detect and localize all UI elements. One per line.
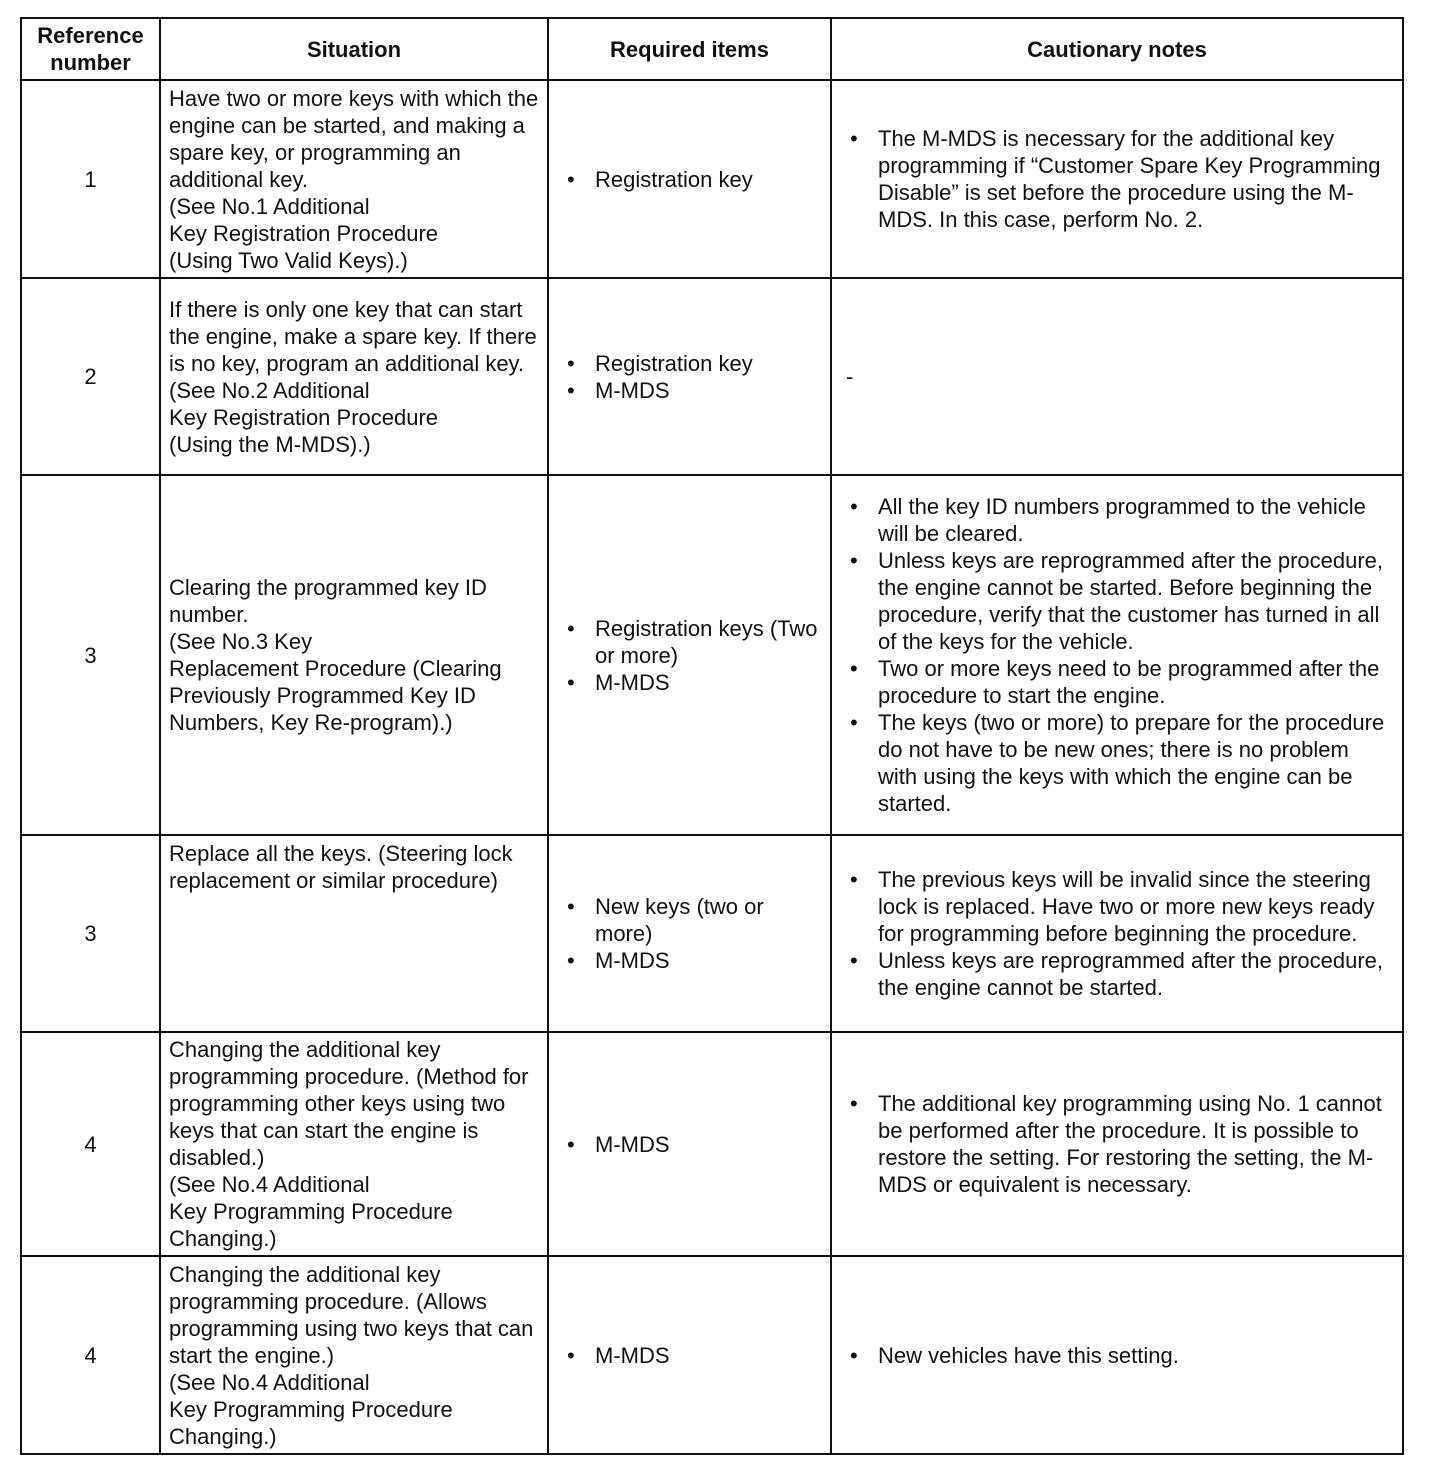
cautionary-notes-list xyxy=(846,125,1394,233)
required-items xyxy=(548,80,831,278)
list-item: • The additional key programming using No. 1 cannot be performed after the procedure. It is possible to restore the setting. For restoring the setting, the M-MDS or equivalent is necessary. xyxy=(846,1090,1394,1198)
list-item: • The M-MDS is necessary for the additional key programming if “Customer Spare Key Programming Disable” is set before the procedure using the M-MDS. In this case, perform No. 2. xyxy=(846,125,1394,233)
required-items xyxy=(548,1256,831,1454)
list-item: • New keys (two or more) xyxy=(563,893,824,947)
cautionary-notes-list xyxy=(846,866,1394,1001)
reference-number: 4 xyxy=(21,1032,160,1256)
situation-text xyxy=(160,278,548,475)
situation-text xyxy=(160,1032,548,1256)
reference-number: 3 xyxy=(21,475,160,835)
situation-content: Changing the additional key programming procedure. (Method for programming other keys using two keys that can start the engine is disabled.) (See No.4 Additional Key Programming Procedure Changing.) xyxy=(169,1037,529,1251)
situation-content: Clearing the programmed key ID number. (See No.3 Key Replacement Procedure (Clearing Previously Programmed Key ID Numbers, Key Re-program).) xyxy=(169,575,502,735)
situation-content: Replace all the keys. (Steering lock replacement or similar procedure) xyxy=(169,841,513,893)
list-item: • The previous keys will be invalid since the steering lock is replaced. Have two or more new keys ready for programming before beginning the procedure. xyxy=(846,866,1394,947)
cautionary-notes-list xyxy=(846,1342,1394,1369)
header-reference-number: Reference number xyxy=(21,18,160,80)
list-item: • Two or more keys need to be programmed after the procedure to start the engine. xyxy=(846,655,1394,709)
header-required-items: Required items xyxy=(548,18,831,80)
cautionary-notes-list xyxy=(846,493,1394,817)
list-item: • Registration keys (Two or more) xyxy=(563,615,824,669)
list-item: • M-MDS xyxy=(563,947,824,974)
table-row xyxy=(21,475,1403,835)
required-items xyxy=(548,278,831,475)
table-row xyxy=(21,1256,1403,1454)
situation-content: Have two or more keys with which the engine can be started, and making a spare key, or programming an additional key. (See No.1 Additional Key Registration Procedure (Using Two Valid Keys).) xyxy=(169,85,539,273)
list-item: • New vehicles have this setting. xyxy=(846,1342,1394,1369)
table-row xyxy=(21,80,1403,278)
key-programming-table xyxy=(20,17,1404,1455)
required-items-list xyxy=(563,350,824,404)
cautionary-notes-list xyxy=(846,1090,1394,1198)
cautionary-notes xyxy=(831,835,1403,1032)
list-item: • Unless keys are reprogrammed after the procedure, the engine cannot be started. xyxy=(846,947,1394,1001)
required-items xyxy=(548,835,831,1032)
list-item: • Unless keys are reprogrammed after the procedure, the engine cannot be started. Before beginning the procedure, verify that the customer has turned in all of the keys for the vehicle. xyxy=(846,547,1394,655)
required-items-list xyxy=(563,1342,824,1369)
list-item: • Registration key xyxy=(563,166,824,193)
reference-number: 2 xyxy=(21,278,160,475)
list-item: • M-MDS xyxy=(563,1131,824,1158)
situation-text xyxy=(160,475,548,835)
list-item: • M-MDS xyxy=(563,669,824,696)
cautionary-notes xyxy=(831,1256,1403,1454)
required-items-list xyxy=(563,1131,824,1158)
reference-number: 3 xyxy=(21,835,160,1032)
reference-number: 4 xyxy=(21,1256,160,1454)
situation-content: If there is only one key that can start the engine, make a spare key. If there is no key, program an additional key. (See No.2 Additional Key Registration Procedure (Using the M-MDS).) xyxy=(169,296,537,457)
situation-content: Changing the additional key programming procedure. (Allows programming using two keys that can start the engine.) (See No.4 Additional Key Programming Procedure Changing.) xyxy=(169,1261,534,1449)
required-items xyxy=(548,1032,831,1256)
reference-number: 1 xyxy=(21,80,160,278)
cautionary-notes xyxy=(831,80,1403,278)
header-cautionary-notes: Cautionary notes xyxy=(831,18,1403,80)
list-item: • M-MDS xyxy=(563,377,824,404)
required-items-list xyxy=(563,615,824,696)
list-item: • Registration key xyxy=(563,350,824,377)
table-row xyxy=(21,1032,1403,1256)
cautionary-notes xyxy=(831,1032,1403,1256)
list-item: • The keys (two or more) to prepare for the procedure do not have to be new ones; there is no problem with using the keys with which the engine can be started. xyxy=(846,709,1394,817)
required-items-list xyxy=(563,166,824,193)
list-item: • All the key ID numbers programmed to the vehicle will be cleared. xyxy=(846,493,1394,547)
list-item: • M-MDS xyxy=(563,1342,824,1369)
header-row xyxy=(21,18,1403,80)
cautionary-notes xyxy=(831,475,1403,835)
table-row xyxy=(21,835,1403,1032)
required-items-list xyxy=(563,893,824,974)
cautionary-notes: - xyxy=(831,278,1403,475)
situation-text xyxy=(160,80,548,278)
table-row xyxy=(21,278,1403,475)
header-situation: Situation xyxy=(160,18,548,80)
required-items xyxy=(548,475,831,835)
situation-text xyxy=(160,835,548,1032)
situation-text xyxy=(160,1256,548,1454)
